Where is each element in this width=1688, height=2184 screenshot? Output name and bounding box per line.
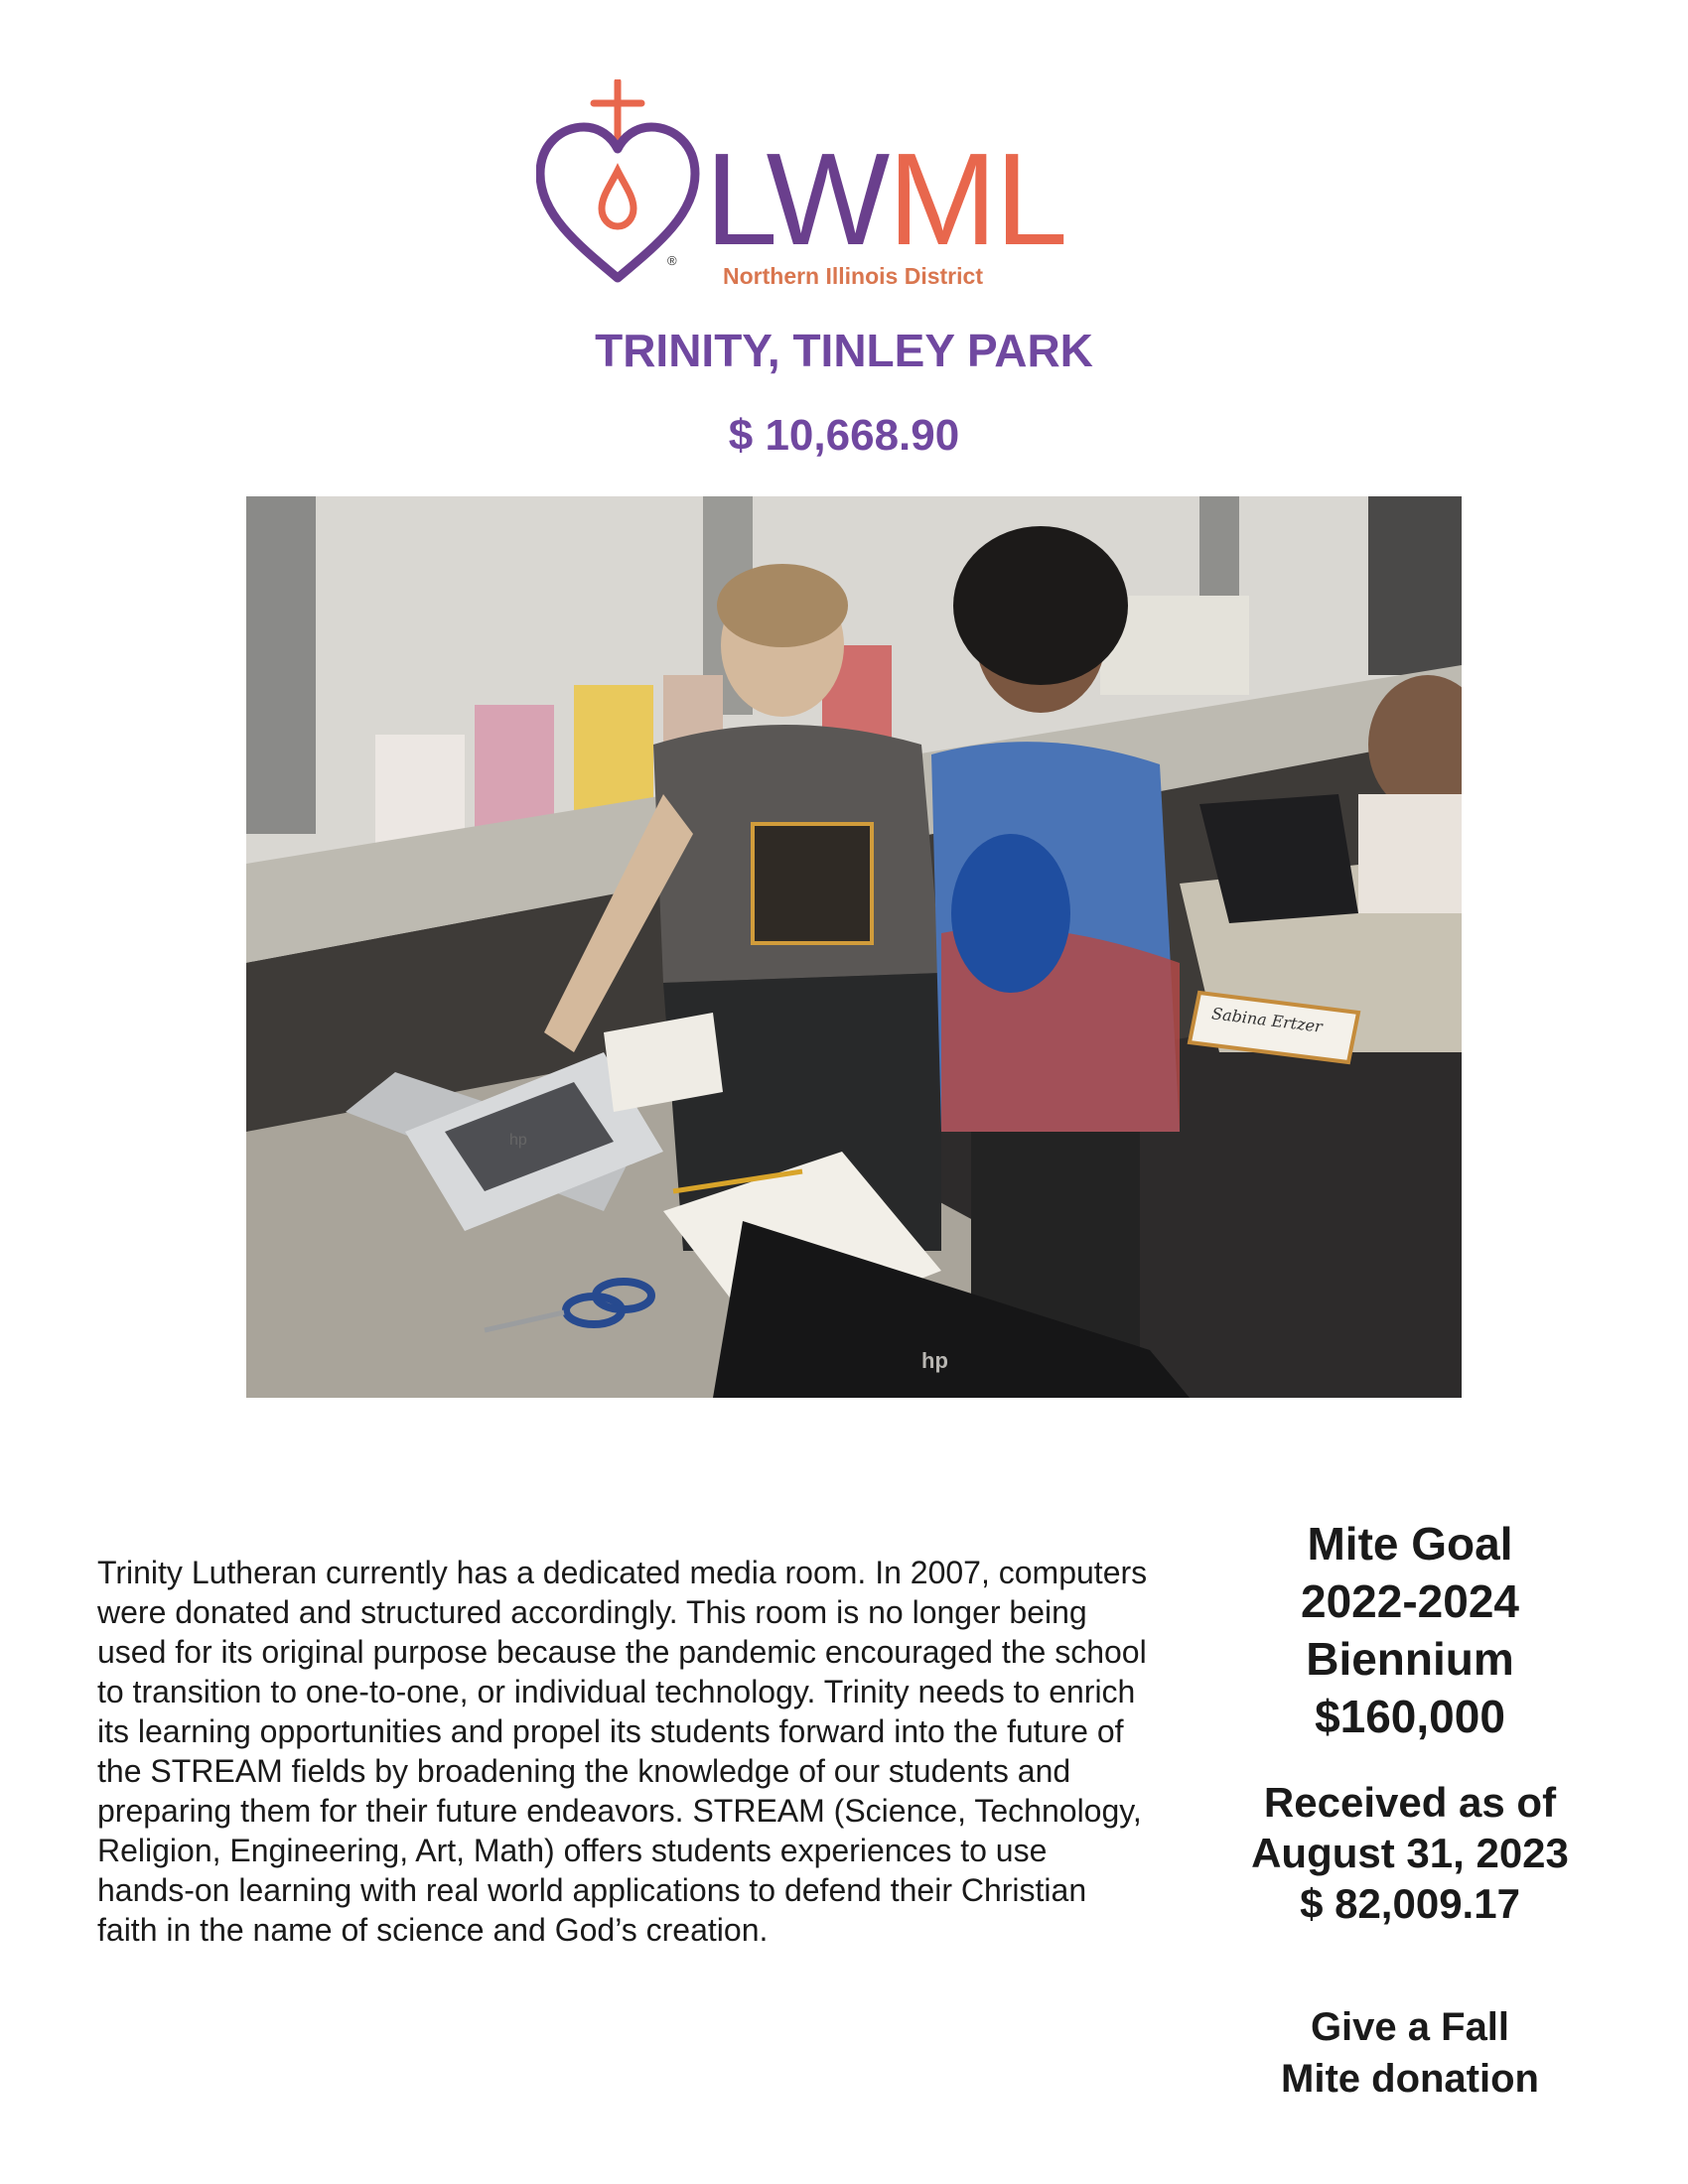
goal-amount: $160,000 (1315, 1691, 1505, 1742)
shelf-right (1368, 496, 1462, 675)
cta-line-1: Give a Fall (1310, 2005, 1510, 2049)
boy1-hair (717, 564, 848, 647)
donation-cta (1172, 2001, 1648, 2105)
laptop-brand-left: hp (509, 1132, 527, 1149)
shirt-graphic (951, 834, 1070, 993)
registered-mark: ® (667, 253, 677, 268)
cta-line-2: Mite donation (1281, 2057, 1539, 2101)
church-amount: $ 10,668.90 (728, 411, 960, 460)
book (475, 705, 554, 834)
heart-cross-icon (536, 79, 705, 298)
girl-shirt (1358, 794, 1462, 913)
logo-wordmark-lw: LW (705, 126, 889, 272)
mite-goal-block (1172, 1515, 1648, 1745)
received-date: August 31, 2023 (1251, 1830, 1569, 1876)
book (375, 735, 465, 844)
church-name: TRINITY, TINLEY PARK (595, 325, 1093, 376)
name-tag: Sabina Ertzer (1210, 1004, 1324, 1036)
lwml-logo (536, 79, 1152, 298)
logo-wordmark (705, 126, 1066, 272)
goal-line-1: Mite Goal (1307, 1518, 1513, 1570)
shirt-logo (753, 824, 872, 943)
logo-wordmark-ml: ML (888, 126, 1066, 272)
received-block (1172, 1777, 1648, 1929)
received-line-1: Received as of (1263, 1779, 1557, 1826)
window-frame-left (246, 496, 316, 834)
logo-subtitle: Northern Illinois District (723, 263, 983, 289)
goal-line-2: 2022-2024 (1301, 1575, 1519, 1627)
classroom-photo (246, 496, 1462, 1398)
received-amount: $ 82,009.17 (1300, 1880, 1520, 1927)
boy2-hair (953, 526, 1128, 685)
classroom-photo-illustration (246, 496, 1462, 1398)
project-description: Trinity Lutheran currently has a dedicated media room. In 2007, computers were donated and structured accordingly. This room is no longer being used for its original purpose because the pandemic encouraged the school to transition to one-to-one, or individual technology. Trinity needs to enrich its learning opportunities and propel its students forward into the future of the STREAM fields by broadening the knowledge of our students and preparing them for their future endeavors. STREAM (Science, Technology, Religion, Engineering, Art, Math) offers students experiences to use hands-on learning with real world applications to defend their Christian faith in the name of science and God’s creation. (97, 1555, 1148, 1948)
goal-line-3: Biennium (1306, 1633, 1514, 1685)
laptop-brand-bottom: hp (921, 1348, 948, 1373)
